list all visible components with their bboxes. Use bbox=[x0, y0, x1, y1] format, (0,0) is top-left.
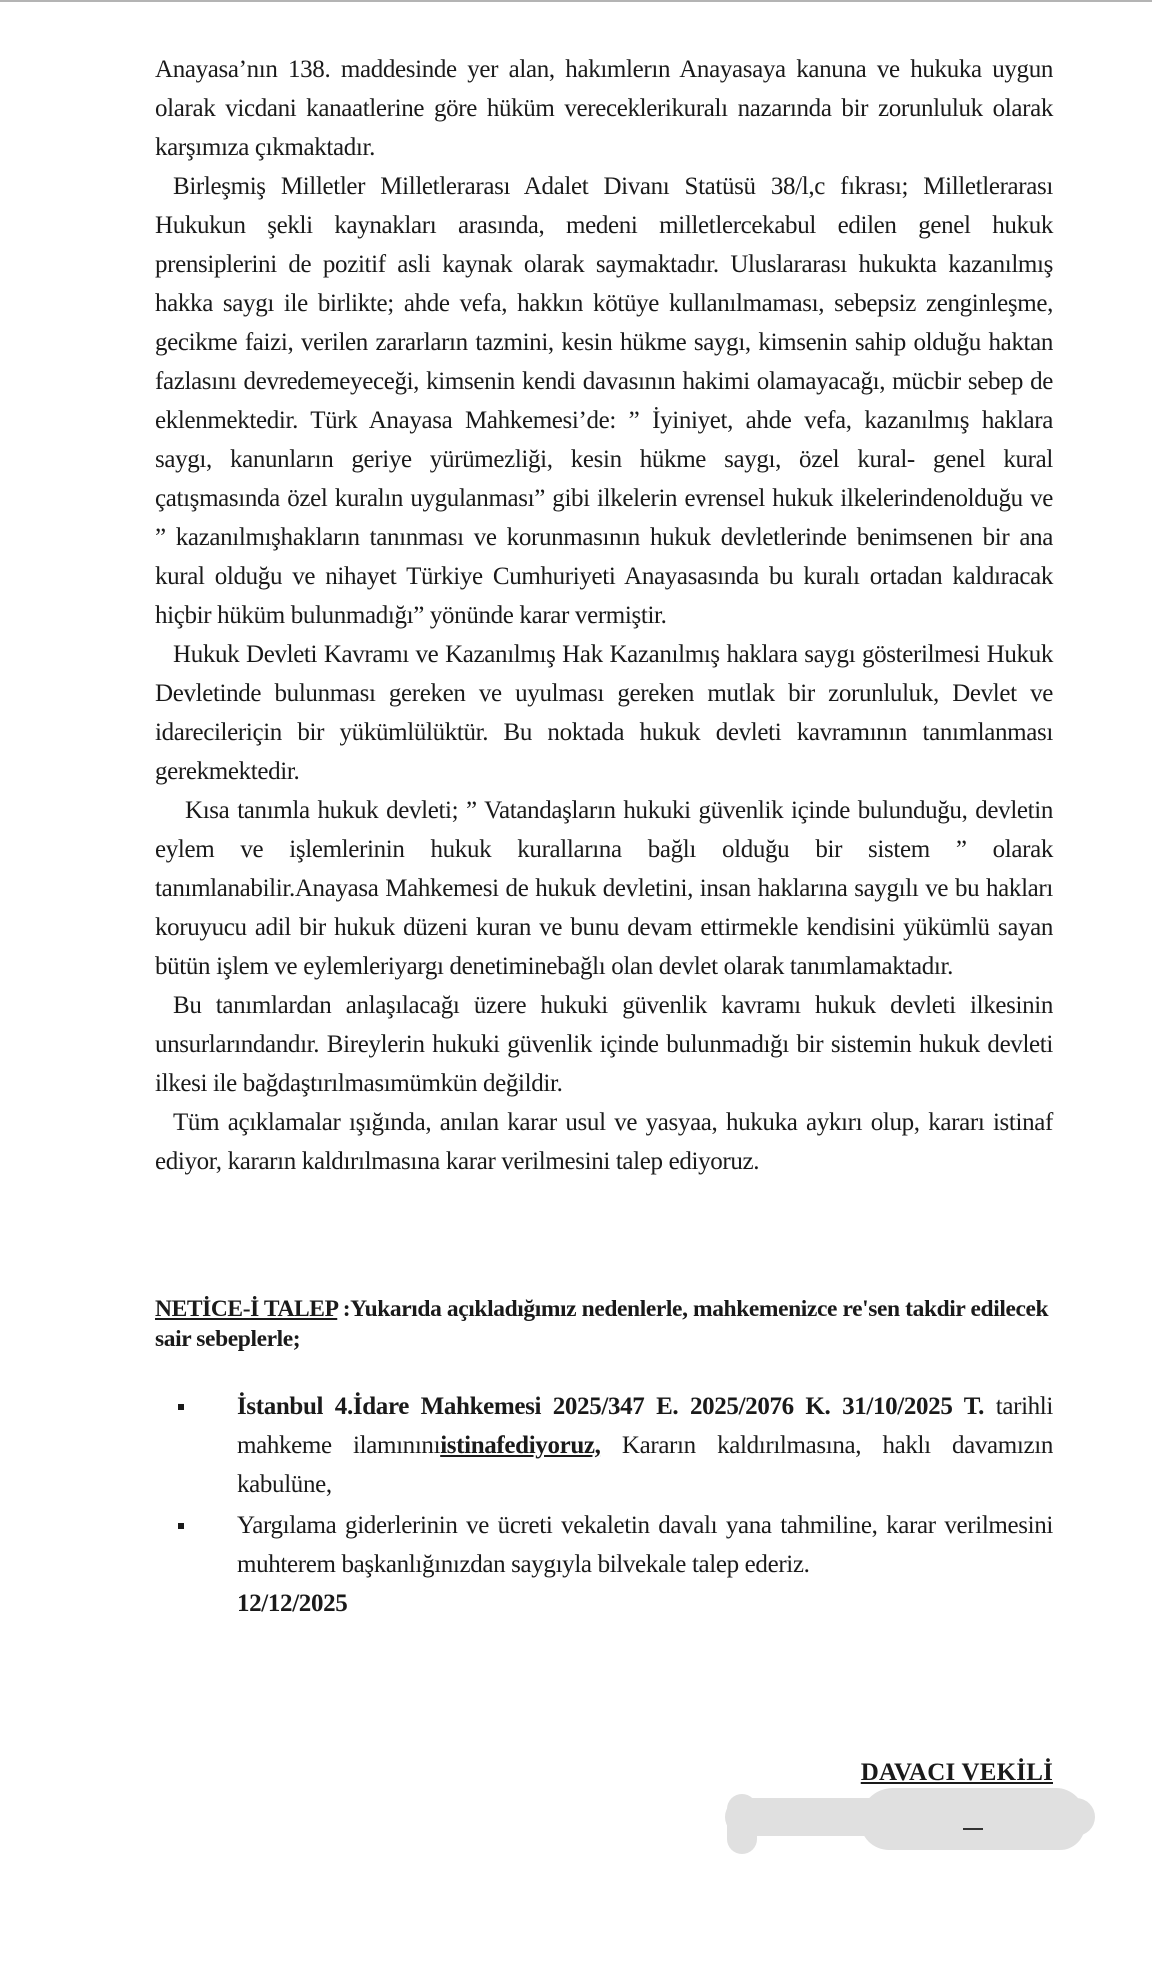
appeal-emphasis: istinafediyoruz, bbox=[440, 1432, 601, 1459]
request-item-tail: Kararın kaldırılmasına, haklı davamızın kabulüne, bbox=[237, 1432, 1053, 1498]
paragraph-rule-of-law-concept: Hukuk Devleti Kavramı ve Kazanılmış Hak Kazanılmış haklara saygı gösterilmesi Hukuk Devletinde bulunması gereken ve uyulması gereken mutlak bir zorunluluk, Devlet ve idarecileriçin bir yükümlülüktür. Bu noktada hukuk devleti kavramının tanımlanması gerekmektedir. bbox=[155, 641, 1053, 785]
final-request-intro bbox=[155, 1294, 1053, 1354]
document-page bbox=[155, 50, 1053, 1623]
bullet-icon bbox=[178, 1404, 184, 1410]
redaction-mark bbox=[727, 1794, 757, 1854]
final-request-heading: NETİCE-İ TALEP bbox=[155, 1296, 338, 1322]
paragraph-rule-of-law-definition: Kısa tanımla hukuk devleti; ” Vatandaşların hukuki güvenlik içinde bulunduğu, devletin eylem ve işlemlerinin hukuk kurallarına bağlı olduğu bir sistem ” olarak tanımlanabilir.Anayasa Mahkemesi de hukuk devletini, insan haklarına saygılı ve bu hakları koruyucu adil bir hukuk düzeni kuran ve bunu devam ettirmekle kendisini yükümlü sayan bütün işlem ve eylemleriyargı denetiminebağlı olan devlet olarak tanımlamaktadır. bbox=[155, 797, 1053, 980]
request-item-costs-text: Yargılama giderlerinin ve ücreti vekaletin davalı yana tahmiline, karar verilmesini muhterem başkanlığınızdan saygıyla bilvekale talep ederiz. bbox=[237, 1512, 1053, 1578]
petition-date: 12/12/2025 bbox=[237, 1590, 348, 1617]
signature-title: DAVACI VEKİLİ bbox=[860, 1759, 1053, 1786]
request-items-list bbox=[155, 1387, 1053, 1623]
court-decision-reference: İstanbul 4.İdare Mahkemesi 2025/347 E. 2025/2076 K. 31/10/2025 T. bbox=[237, 1393, 985, 1420]
paragraph-constitution-138: Anayasa’nın 138. maddesinde yer alan, hakımlerın Anayasaya kanuna ve hukuka uygun olarak vicdani kanaatlerine göre hüküm vereceklerikuralı nazarında bir zorunluluk olarak karşımıza çıkmaktadır. bbox=[155, 56, 1053, 161]
paragraph-international-law: Birleşmiş Milletler Milletlerarası Adalet Divanı Statüsü 38/l,c fıkrası; Milletlerarası Hukukun şekli kaynakları arasında, medeni milletlercekabul edilen genel hukuk prensiplerini de pozitif asli kaynak olarak saymaktadır. Uluslararası hukukta kazanılmış hakka saygı ile birlikte; ahde vefa, hakkın kötüye kullanılmaması, sebepsiz zenginleşme, gecikme faizi, verilen zararların tazmini, kesin hükme saygı, kimsenin sahip olduğu haktan fazlasını devredemeyeceği, kimsenin kendi davasının hakimi olamayacağı, mücbir sebep de eklenmektedir. Türk Anayasa Mahkemesi’de: ” İyiniyet, ahde vefa, kazanılmış haklara saygı, kanunların geriye yürümezliği, kesin hükme saygı, özel kural- genel kural çatışmasında özel kuralın uygulanması” gibi ilkelerin evrensel hukuk ilkelerindenolduğu ve ” kazanılmışhakların tanınması ve korunmasının hukuk devletlerinde benimsenen bir ana kural olduğu ve nihayet Türkiye Cumhuriyeti Anayasasında bu kuralı ortadan kaldıracak hiçbir hüküm bulunmadığı” yönünde karar vermiştir. bbox=[155, 173, 1053, 629]
bullet-icon bbox=[178, 1523, 184, 1529]
request-item-costs bbox=[155, 1506, 1053, 1623]
section-spacer bbox=[155, 1181, 1053, 1294]
signature-block bbox=[725, 1758, 1095, 1848]
redaction-mark bbox=[860, 1788, 1085, 1850]
paragraph-appeal-request: Tüm açıklamalar ışığında, anılan karar usul ve yasyaa, hukuka aykırı olup, kararı istinaf ediyor, kararın kaldırılmasına karar verilmesini talep ediyoruz. bbox=[155, 1109, 1053, 1175]
request-item-middle: tarihli mahkeme ilamınını bbox=[237, 1393, 1054, 1459]
request-item-appeal bbox=[155, 1387, 1053, 1504]
final-request-text: :Yukarıda açıkladığımız nedenlerle, mahkemenizce re'sen takdir edilecek sair sebeplerle; bbox=[155, 1296, 1049, 1352]
signature-remnant bbox=[963, 1828, 983, 1830]
paragraph-legal-security: Bu tanımlardan anlaşılacağı üzere hukuki güvenlik kavramı hukuk devleti ilkesinin unsurlarındandır. Bireylerin hukuki güvenlik içinde bulunmadığı bir sistemin hukuk devleti ilkesi ile bağdaştırılmasımümkün değildir. bbox=[155, 992, 1053, 1097]
page-top-border bbox=[0, 0, 1152, 2]
